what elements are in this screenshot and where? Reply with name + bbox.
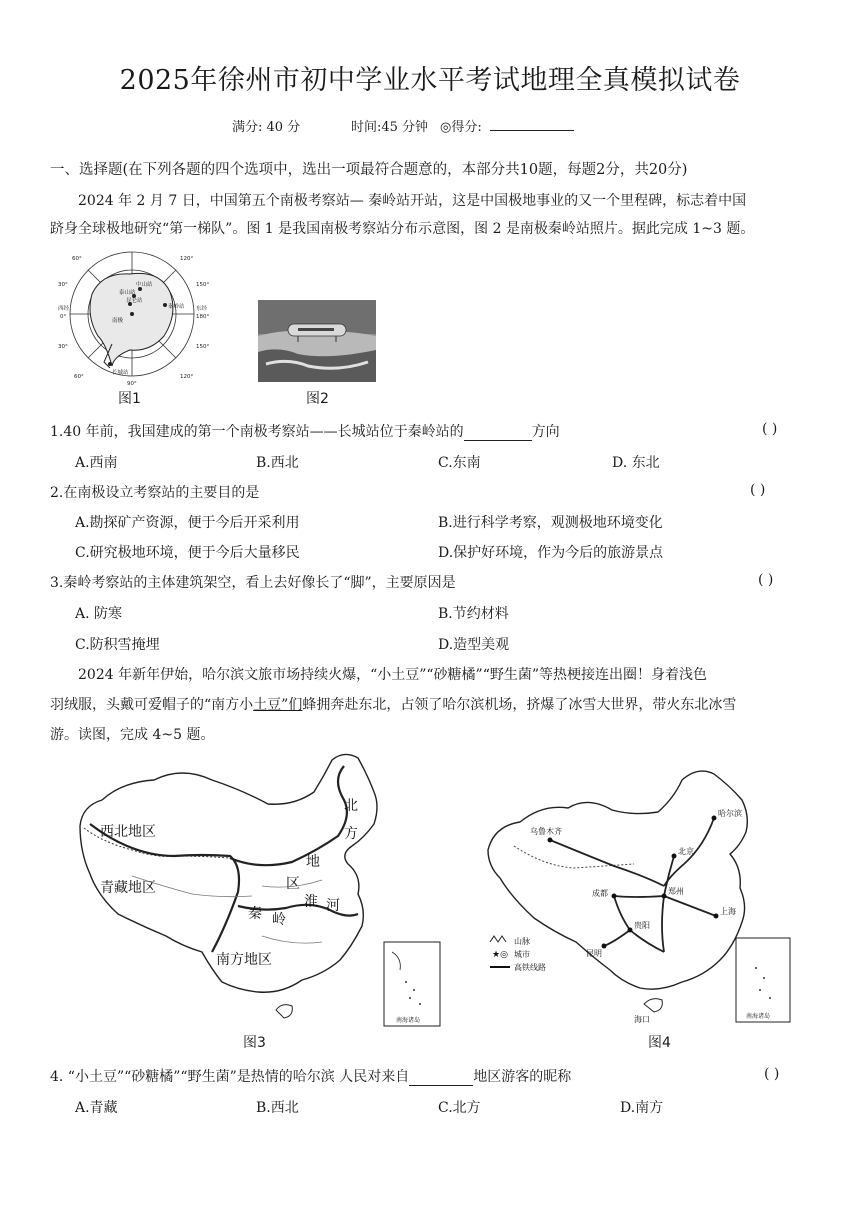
svg-text:淮: 淮 — [304, 894, 318, 910]
svg-text:90°: 90° — [127, 381, 137, 386]
q3-option-a[interactable]: A. 防寒 — [75, 606, 123, 622]
svg-text:区: 区 — [286, 876, 300, 892]
q2-option-a[interactable]: A.勘探矿产资源，便于今后开采利用 — [75, 515, 300, 531]
q2-option-c[interactable]: C.研究极地环境，便于今后大量移民 — [75, 545, 300, 561]
china-railway-map — [484, 746, 796, 1032]
china-regions-map — [62, 746, 450, 1032]
passage2-line1: 2024 年新年伊始，哈尔滨文旅市场持续火爆，“小土豆”“砂糖橘”“野生菌”等热梗接连出圈！身着浅色 — [78, 667, 708, 683]
q4-option-b[interactable]: B.西北 — [256, 1100, 299, 1116]
svg-text:乌鲁木齐: 乌鲁木齐 — [530, 827, 562, 836]
svg-text:120°: 120° — [180, 256, 194, 262]
svg-text:岭: 岭 — [272, 912, 286, 928]
svg-text:河: 河 — [326, 898, 340, 914]
q1-option-c[interactable]: C.东南 — [438, 455, 481, 471]
q2-option-d[interactable]: D.保护好环境，作为今后的旅游景点 — [438, 545, 664, 561]
svg-text:成都: 成都 — [592, 889, 608, 898]
svg-text:180°: 180° — [196, 314, 210, 320]
svg-text:西北地区: 西北地区 — [100, 824, 156, 840]
exam-time: 时间:45 分钟 — [351, 120, 429, 135]
svg-text:北京: 北京 — [678, 847, 694, 856]
svg-text:30°: 30° — [58, 282, 68, 288]
svg-text:贵阳: 贵阳 — [634, 921, 650, 930]
svg-text:地: 地 — [306, 854, 320, 870]
q3-answer-paren[interactable]: ( ) — [758, 572, 774, 588]
passage1-line1: 2024 年 2 月 7 日，中国第五个南极考察站— 秦岭站开站，这是中国极地事业的又一个里程碑，标志着中国 — [78, 193, 747, 209]
svg-text:哈尔滨: 哈尔滨 — [718, 809, 742, 818]
fig4-label: 图4 — [648, 1035, 671, 1051]
svg-text:青藏地区: 青藏地区 — [100, 880, 156, 896]
fig2-label: 图2 — [306, 391, 329, 407]
q1-text: 1.40 年前，我国建成的第一个南极考察站——长城站位于秦岭站的 方向 — [50, 424, 560, 440]
svg-text:方: 方 — [344, 826, 358, 842]
q4-option-d[interactable]: D.南方 — [620, 1100, 664, 1116]
svg-text:城市: 城市 — [514, 950, 530, 959]
fig3-label: 图3 — [243, 1035, 266, 1051]
q4-option-a[interactable]: A.青藏 — [75, 1100, 118, 1116]
svg-text:★◎: ★◎ — [492, 950, 508, 960]
svg-text:海口: 海口 — [634, 1015, 650, 1024]
svg-text:120°: 120° — [180, 374, 194, 380]
q3-text: 3.秦岭考察站的主体建筑架空，看上去好像长了“脚”，主要原因是 — [50, 575, 456, 591]
svg-text:南方地区: 南方地区 — [216, 952, 272, 968]
section-heading: 一、选择题(在下列各题的四个选项中，选出一项最符合题意的，本部分共10题，每题2分，共20分) — [50, 162, 688, 178]
antarctic-station-map — [52, 244, 212, 386]
svg-text:西经: 西经 — [58, 306, 70, 312]
svg-text:长城站: 长城站 — [112, 370, 129, 376]
q4-option-c[interactable]: C.北方 — [438, 1100, 481, 1116]
svg-text:60°: 60° — [74, 374, 84, 380]
q3-option-c[interactable]: C.防积雪掩埋 — [75, 637, 160, 653]
q2-answer-paren[interactable]: ( ) — [750, 482, 766, 498]
svg-text:150°: 150° — [196, 282, 210, 288]
score-blank[interactable] — [490, 130, 574, 131]
svg-text:秦岭站: 秦岭站 — [168, 304, 185, 310]
q1-option-d[interactable]: D. 东北 — [612, 455, 660, 471]
q1-answer-paren[interactable]: ( ) — [762, 421, 778, 437]
changcheng-marker — [108, 362, 112, 366]
svg-text:高铁线路: 高铁线路 — [514, 963, 546, 972]
svg-text:南海诸岛: 南海诸岛 — [396, 1017, 421, 1024]
score-label: ◎得分: — [440, 120, 482, 135]
page-title: 2025年徐州市初中学业水平考试地理全真模拟试卷 — [119, 65, 741, 96]
q1-option-a[interactable]: A.西南 — [75, 455, 118, 471]
qinling-station-photo — [258, 300, 376, 382]
svg-text:30°: 30° — [58, 344, 68, 350]
svg-text:上海: 上海 — [720, 907, 736, 916]
full-score: 满分: 40 分 — [232, 120, 301, 135]
q3-option-b[interactable]: B.节约材料 — [438, 606, 509, 622]
q4-text: 4. “小土豆”“砂糖橘”“野生菌”是热情的哈尔滨 人民对来自 地区游客的昵称 — [50, 1069, 572, 1085]
q1-blank[interactable] — [464, 424, 532, 441]
fig1-label: 图1 — [118, 391, 141, 407]
svg-text:泰山站: 泰山站 — [119, 290, 136, 296]
svg-text:郑州: 郑州 — [668, 887, 684, 896]
q2-option-b[interactable]: B.进行科学考察，观测极地环境变化 — [438, 515, 663, 531]
passage1-line2: 跻身全球极地研究“第一梯队”。图 1 是我国南极考察站分布示意图，图 2 是南极秦岭站照片。据此完成 1~3 题。 — [50, 221, 755, 237]
svg-text:60°: 60° — [72, 256, 82, 262]
south-pole-marker — [130, 312, 134, 316]
q1-option-b[interactable]: B.西北 — [256, 455, 299, 471]
q4-answer-paren[interactable]: ( ) — [764, 1066, 780, 1082]
q4-blank[interactable] — [409, 1069, 473, 1086]
svg-text:昆仑站: 昆仑站 — [126, 298, 143, 304]
svg-text:南极: 南极 — [112, 318, 124, 324]
svg-text:南海诸岛: 南海诸岛 — [746, 1013, 771, 1020]
passage2-line2: 羽绒服，头戴可爱帽子的“南方小土豆”们蜂拥奔赴东北，占领了哈尔滨机场，挤爆了冰雪大世界，带火东北冰雪 — [50, 697, 737, 713]
svg-text:东经: 东经 — [196, 306, 208, 312]
svg-text:中山站: 中山站 — [136, 282, 153, 288]
svg-text:昆明: 昆明 — [586, 949, 602, 958]
svg-text:150°: 150° — [196, 344, 210, 350]
svg-text:山脉: 山脉 — [514, 937, 530, 946]
passage2-line3: 游。读图，完成 4~5 题。 — [50, 727, 215, 743]
qinling-marker — [163, 303, 167, 307]
svg-text:0°: 0° — [60, 314, 67, 320]
svg-text:秦: 秦 — [248, 906, 262, 922]
q2-text: 2.在南极设立考察站的主要目的是 — [50, 485, 260, 501]
svg-text:北: 北 — [344, 798, 358, 814]
q3-option-d[interactable]: D.造型美观 — [438, 637, 510, 653]
